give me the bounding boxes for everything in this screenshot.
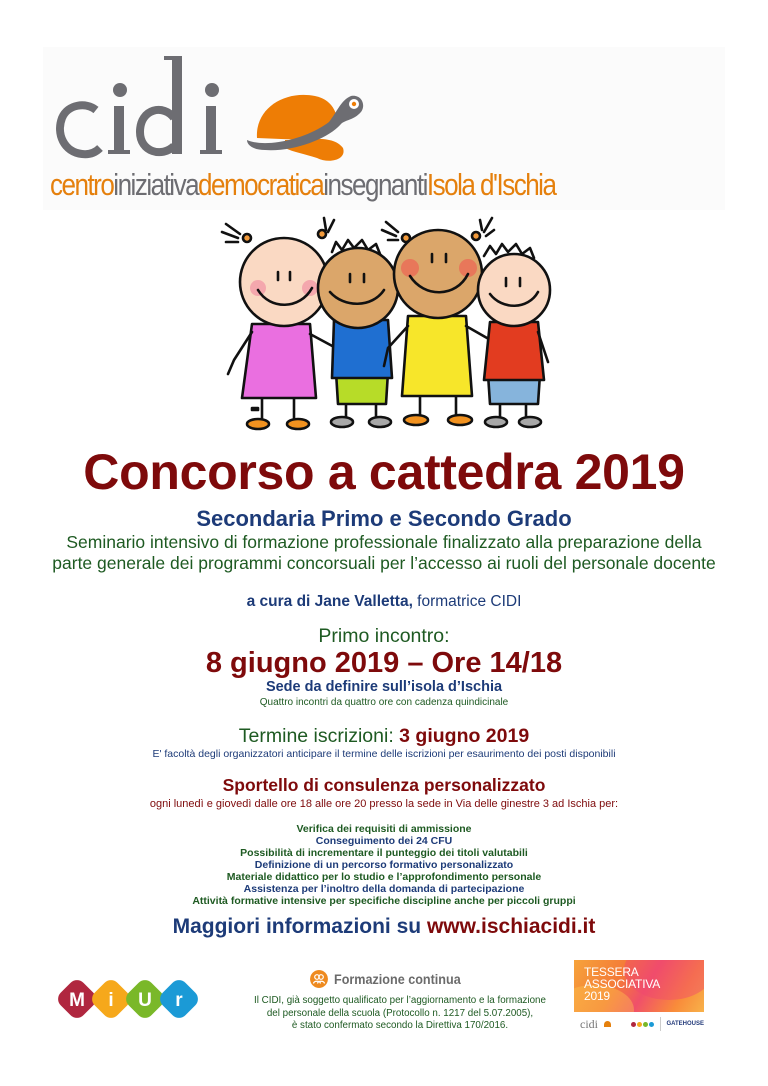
mini-turtle-icon [604,1021,611,1027]
registration-deadline-line [0,724,768,748]
more-info-label: Maggiori informazioni su [172,915,427,938]
venue: Sede da definire sull’isola d’Ischia [265,679,503,695]
page-subtitle: Secondaria Primo e Secondo Grado [196,506,572,531]
formazione-continua-badge [310,967,475,991]
registration-label: Termine iscrizioni: [238,725,400,747]
mini-cidi-logo: cidi [580,1016,598,1031]
tagline-centro: centro [50,167,114,202]
consulting-desk-title: Sportello di consulenza personalizzato [222,775,546,795]
page-title: Concorso a cattedra 2019 [83,444,685,500]
service-item: Definizione di un percorso formativo personalizzato [254,859,514,871]
tessera-line-3: 2019 [584,989,610,1003]
divider [660,1017,661,1031]
curator-name: a cura di Jane Valletta, [246,593,413,610]
tessera-line-2: ASSOCIATIVA [584,977,661,991]
formazione-continua-label: Formazione continua [334,971,461,987]
service-item: Materiale didattico per lo studio e l’approfondimento personale [226,871,542,883]
svg-text:r: r [175,990,183,1011]
svg-text:i: i [108,990,114,1011]
cidi-logo-wordmark [48,52,248,160]
membership-card-text [584,966,660,1002]
membership-card-logos [574,1013,704,1035]
mini-miur-logo [631,1022,654,1027]
tagline-iniziativa: iniziativa [113,167,199,202]
curator-role: formatrice CIDI [412,593,522,610]
cidi-tagline [50,168,555,202]
curator-line [0,592,768,612]
membership-card-banner [574,960,704,1012]
website-link[interactable]: www.ischiacidi.it [426,915,596,938]
turtle-logo-icon [245,78,365,168]
service-item: Possibilità di incrementare il punteggio dei titoli valutabili [240,847,528,859]
service-item: Attività formative intensive per specifiche discipline anche per piccoli gruppi [192,895,576,907]
tessera-line-1: TESSERA [584,965,639,979]
services-list [0,823,768,907]
schedule-note: Quattro incontri da quattro ore con cadenza quindicinale [259,697,509,708]
registration-deadline: 3 giugno 2019 [399,725,530,747]
child-yellow [382,218,494,425]
accreditation-line-1: Il CIDI, già soggetto qualificato per l’aggiornamento e la formazione [254,995,546,1006]
child-red [478,244,550,427]
accreditation-line-2: del personale della scuola (Protocollo n. 1217 del 5.07.2005), [266,1007,534,1019]
accreditation-note [250,995,550,1033]
children-illustration [212,212,552,434]
child-blue [318,240,398,427]
more-info-line [0,914,768,940]
tagline-isola-ischia: Isola d'Ischia [426,167,556,202]
service-item: Conseguimento dei 24 CFU [315,835,453,847]
description-line-2: parte generale dei programmi concorsuali per l’accesso ai ruoli del personale docente [52,553,716,573]
accreditation-line-3: è stato confermato secondo la Direttiva 170/2016. [291,1020,509,1031]
child-pink [222,218,336,429]
seminar-description [0,532,768,574]
service-item: Verifica dei requisiti di ammissione [296,823,472,835]
first-meeting-label: Primo incontro: [318,625,450,647]
service-item: Assistenza per l’inoltro della domanda di partecipazione [243,883,525,895]
tagline-insegnanti: insegnanti [323,167,427,202]
tagline-democratica: democratica [198,167,324,202]
consulting-desk-hours: ogni lunedì e giovedì dalle ore 18 alle ore 20 presso la sede in Via delle ginestre 3 ad Ischia per: [149,798,619,810]
miur-logo [57,979,199,1021]
first-meeting-date: 8 giugno 2019 – Ore 14/18 [205,647,563,679]
registration-note: E' facoltà degli organizzatori anticipare il termine delle iscrizioni per esaurimento dei posti disponibili [152,748,616,760]
svg-text:M: M [69,990,85,1011]
people-icon [310,970,328,988]
gatehouse-logo: GATEHOUSE [666,1021,704,1027]
description-line-1: Seminario intensivo di formazione professionale finalizzato alla preparazione della [66,532,702,552]
svg-text:U: U [138,990,152,1011]
